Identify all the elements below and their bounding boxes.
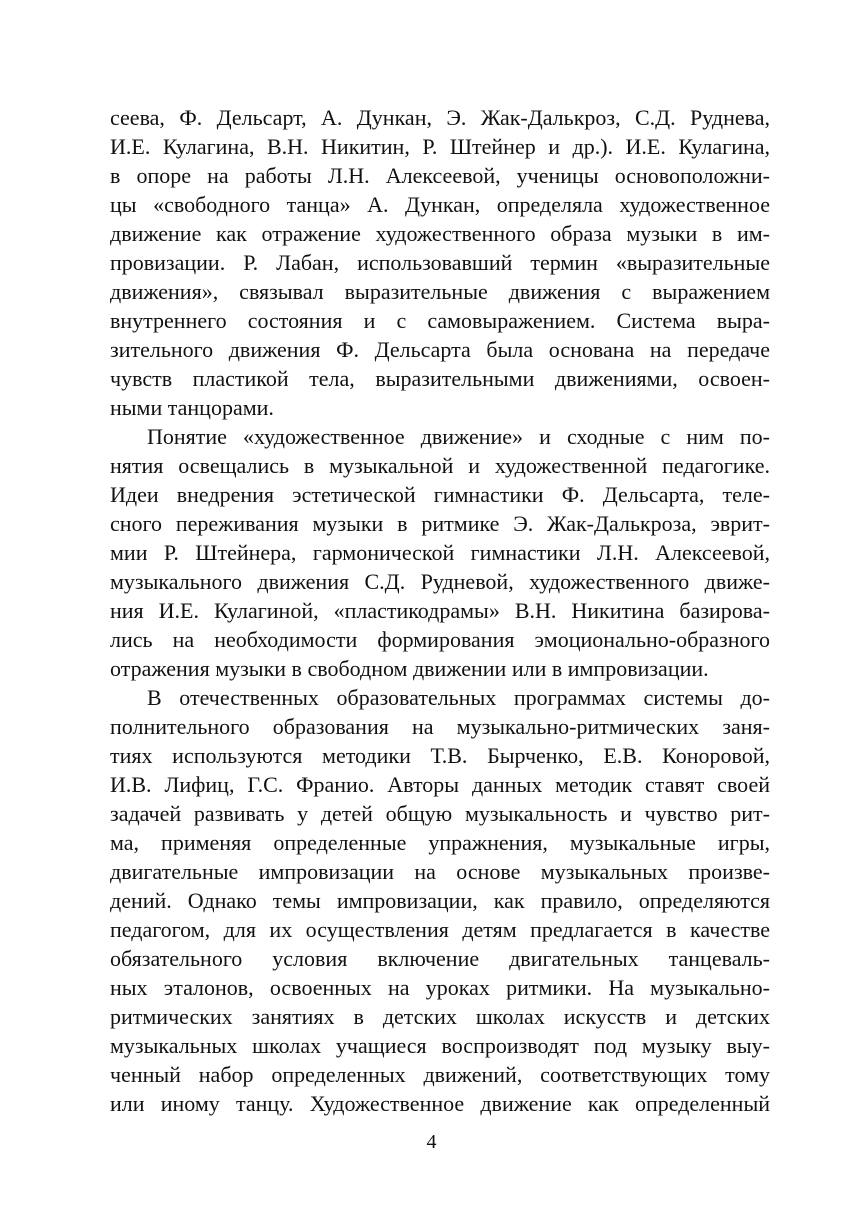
text-line: внутреннего состояния и с самовыражением. Система выра- [110, 308, 770, 333]
text-line: зительного движения Ф. Дельсарта была основана на передаче [110, 337, 770, 362]
text-line: полнительного образования на музыкально-ритмических заня- [110, 714, 770, 739]
page-number: 4 [426, 1131, 437, 1153]
text-line: ма, применяя определенные упражнения, музыкальные игры, [110, 830, 770, 855]
text-line: двигательные импровизации на основе музыкальных произве- [110, 859, 770, 884]
text-line: тиях используются методики Т.В. Бырченко, Е.В. Коноровой, [110, 743, 770, 768]
text-line: И.В. Лифиц, Г.С. Франио. Авторы данных методик ставят своей [110, 772, 770, 797]
text-line: ния И.Е. Кулагиной, «пластикодрамы» В.Н. Никитина базирова- [110, 598, 770, 623]
text-line: цы «свободного танца» А. Дункан, определяла художественное [110, 192, 770, 217]
text-line: Идеи внедрения эстетической гимнастики Ф. Дельсарта, теле- [110, 482, 770, 507]
text-line: движение как отражение художественного образа музыки в им- [110, 221, 770, 246]
text-line: И.Е. Кулагина, В.Н. Никитин, Р. Штейнер и др.). И.Е. Кулагина, [110, 134, 770, 159]
text-line: отражения музыки в свободном движении или в импровизации. [110, 656, 709, 681]
text-line: музыкального движения С.Д. Рудневой, художественного движе- [110, 569, 770, 594]
text-line: ритмических занятиях в детских школах искусств и детских [110, 1004, 770, 1029]
text-line: ных эталонов, освоенных на уроках ритмики. На музыкально- [110, 975, 770, 1000]
text-line: или иному танцу. Художественное движение как определенный [110, 1091, 770, 1116]
text-line: мии Р. Штейнера, гармонической гимнастики Л.Н. Алексеевой, [110, 540, 770, 565]
text-line: нятия освещались в музыкальной и художественной педагогике. [110, 453, 770, 478]
text-line: музыкальных школах учащиеся воспроизводят под музыку выу- [110, 1033, 770, 1058]
text-line: обязательного условия включение двигательных танцеваль- [110, 946, 770, 971]
text-line: Понятие «художественное движение» и сходные с ним по- [147, 424, 770, 449]
text-line: лись на необходимости формирования эмоционально-образного [110, 627, 770, 652]
text-line: сного переживания музыки в ритмике Э. Жак-Далькроза, эврит- [110, 511, 770, 536]
text-line: дений. Однако темы импровизации, как правило, определяются [110, 888, 770, 913]
text-line: чувств пластикой тела, выразительными движениями, освоен- [110, 366, 770, 391]
text-line: ными танцорами. [110, 395, 274, 420]
text-line: сеева, Ф. Дельсарт, А. Дункан, Э. Жак-Далькроз, С.Д. Руднева, [110, 105, 770, 130]
text-line: В отечественных образовательных программах системы до- [147, 685, 770, 710]
text-line: провизации. Р. Лабан, использовавший термин «выразительные [110, 250, 770, 275]
text-line: в опоре на работы Л.Н. Алексеевой, ученицы основоположни- [110, 163, 770, 188]
text-line: движения», связывал выразительные движения с выражением [110, 279, 770, 304]
text-line: педагогом, для их осуществления детям предлагается в качестве [110, 917, 770, 942]
text-line: ченный набор определенных движений, соответствующих тому [110, 1062, 770, 1087]
text-line: задачей развивать у детей общую музыкальность и чувство рит- [110, 801, 770, 826]
